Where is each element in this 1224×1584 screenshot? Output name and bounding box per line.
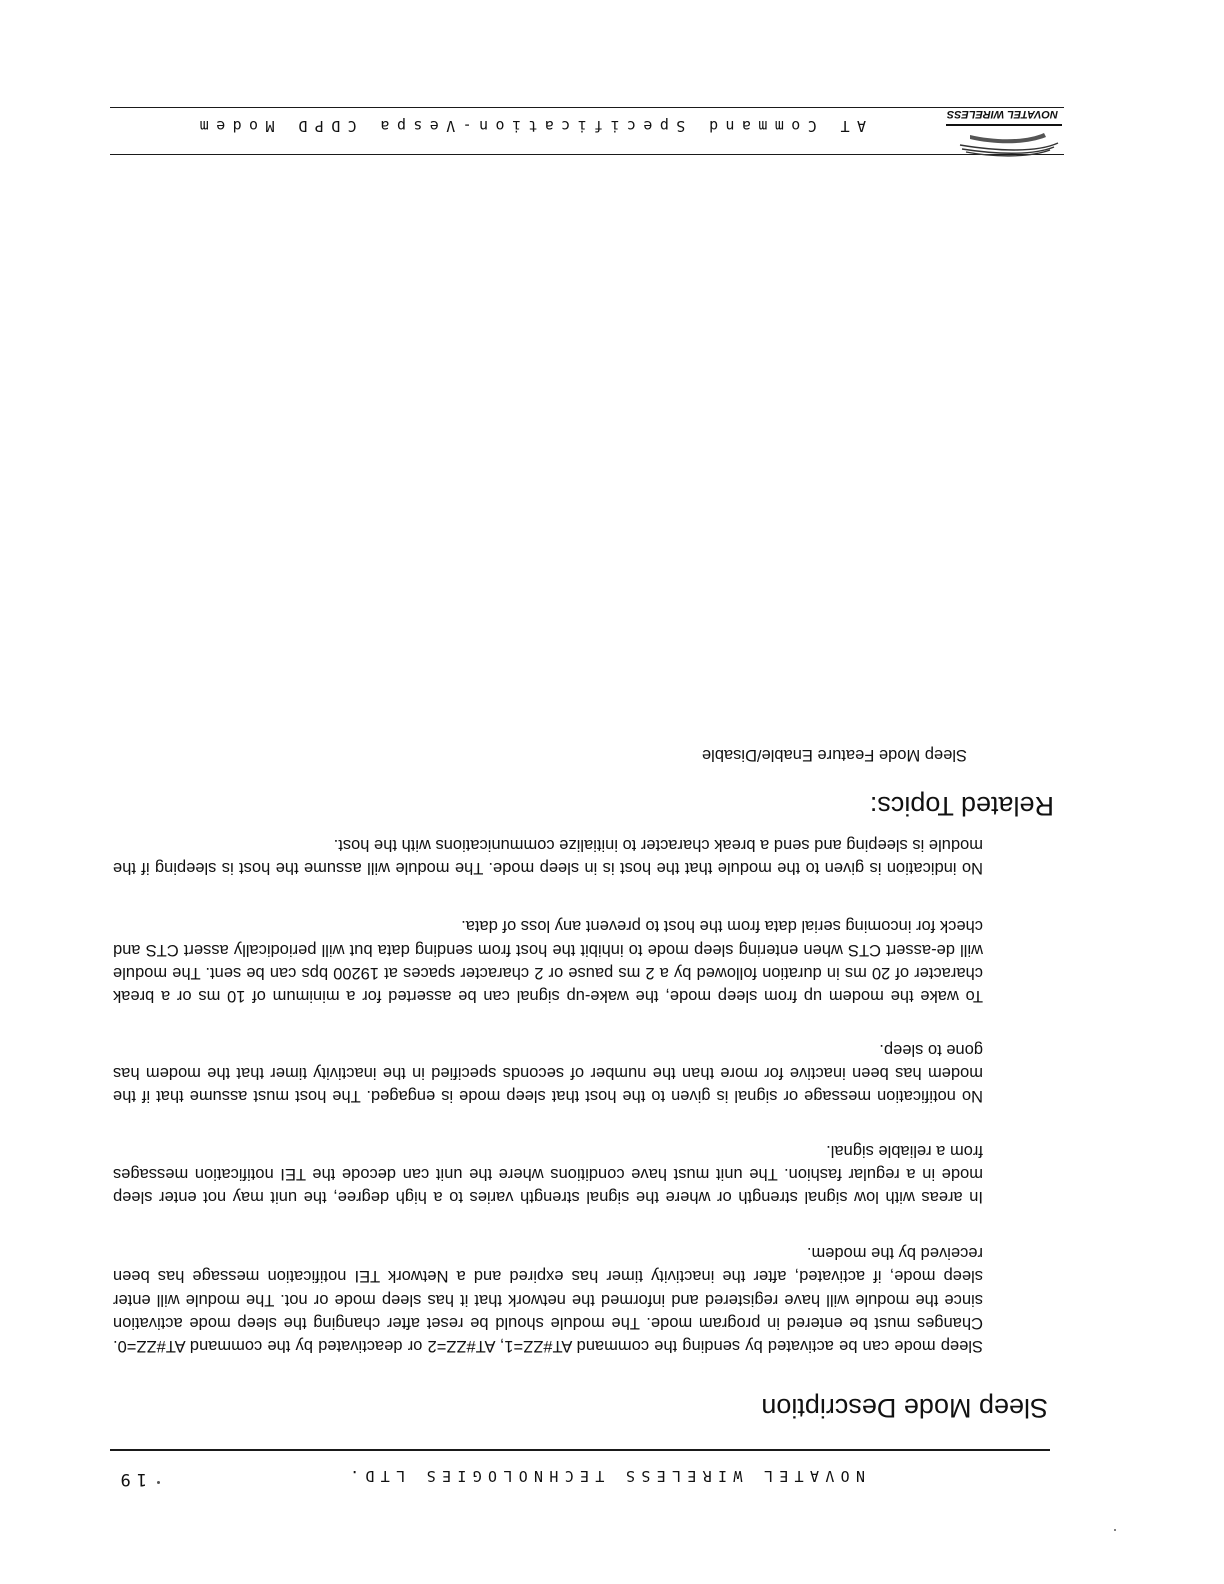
svg-text:NOVATEL WIRELESS: NOVATEL WIRELESS — [946, 108, 1058, 120]
footer-divider — [110, 1449, 1050, 1451]
paragraph-notification: No notification message or signal is given to the host that sleep mode is engaged. The host must assume that if the modem has been inactive for more than the number of seconds specified in the inactivity timer that the modem has gone to sleep. — [113, 1040, 983, 1105]
page-number: 19 — [114, 1469, 147, 1489]
paragraph-wake-up: To wake the modem up from sleep mode, the wake-up signal can be asserted for a minimum of 10 ms or a break character of 20 ms in duration followed by a 2 ms pause or 2 character spaces at 19200 bps can be sent. The module will de-assert CTS when entering sleep mode to inhibit the host from sending data but will periodically assert CTS and check for incoming serial data from the host to prevent any loss of data. — [113, 917, 983, 1005]
scan-speck — [1114, 1529, 1116, 1531]
document-header-title: AT Command Specification-Vespa CDPD Modem — [192, 117, 866, 135]
paragraph-activation: Sleep mode can be activated by sending the command AT#ZZ=1, AT#ZZ=2 or deactivated by the command AT#ZZ=0. Changes must be entered in program mode. The module should be reset after changing the sleep mode activation since the module will have registered and informed the network that it has sleep mode or not. The module will enter sleep mode, if activated, after the inactivity timer has expired and a Network TEI notification message has been received by the modem. — [113, 1244, 983, 1355]
company-footer: NOVATEL WIRELESS TECHNOLOGIES LTD. — [343, 1467, 865, 1485]
header-divider-top — [110, 154, 1064, 155]
novatel-logo-icon — [941, 107, 1066, 159]
scan-speck — [157, 1481, 160, 1484]
paragraph-signal-strength: In areas with low signal strength or where the signal strength varies to a high degree, the unit may not enter sleep mode in a regular fashion. The unit must have conditions where the unit can decode the TEI notification messages from a reliable signal. — [113, 1141, 983, 1206]
paragraph-indication: No indication is given to the module that the host is in sleep mode. The module will assume the host is sleeping if the module is sleeping and send a break character to initialize communications with the host. — [113, 835, 983, 877]
section-heading: Sleep Mode Description — [761, 1393, 1048, 1423]
related-topics-heading: Related Topics: — [869, 791, 1054, 821]
related-topic-link[interactable]: Sleep Mode Feature Enable/Disable — [701, 746, 967, 764]
header-divider-bottom — [110, 107, 1064, 108]
